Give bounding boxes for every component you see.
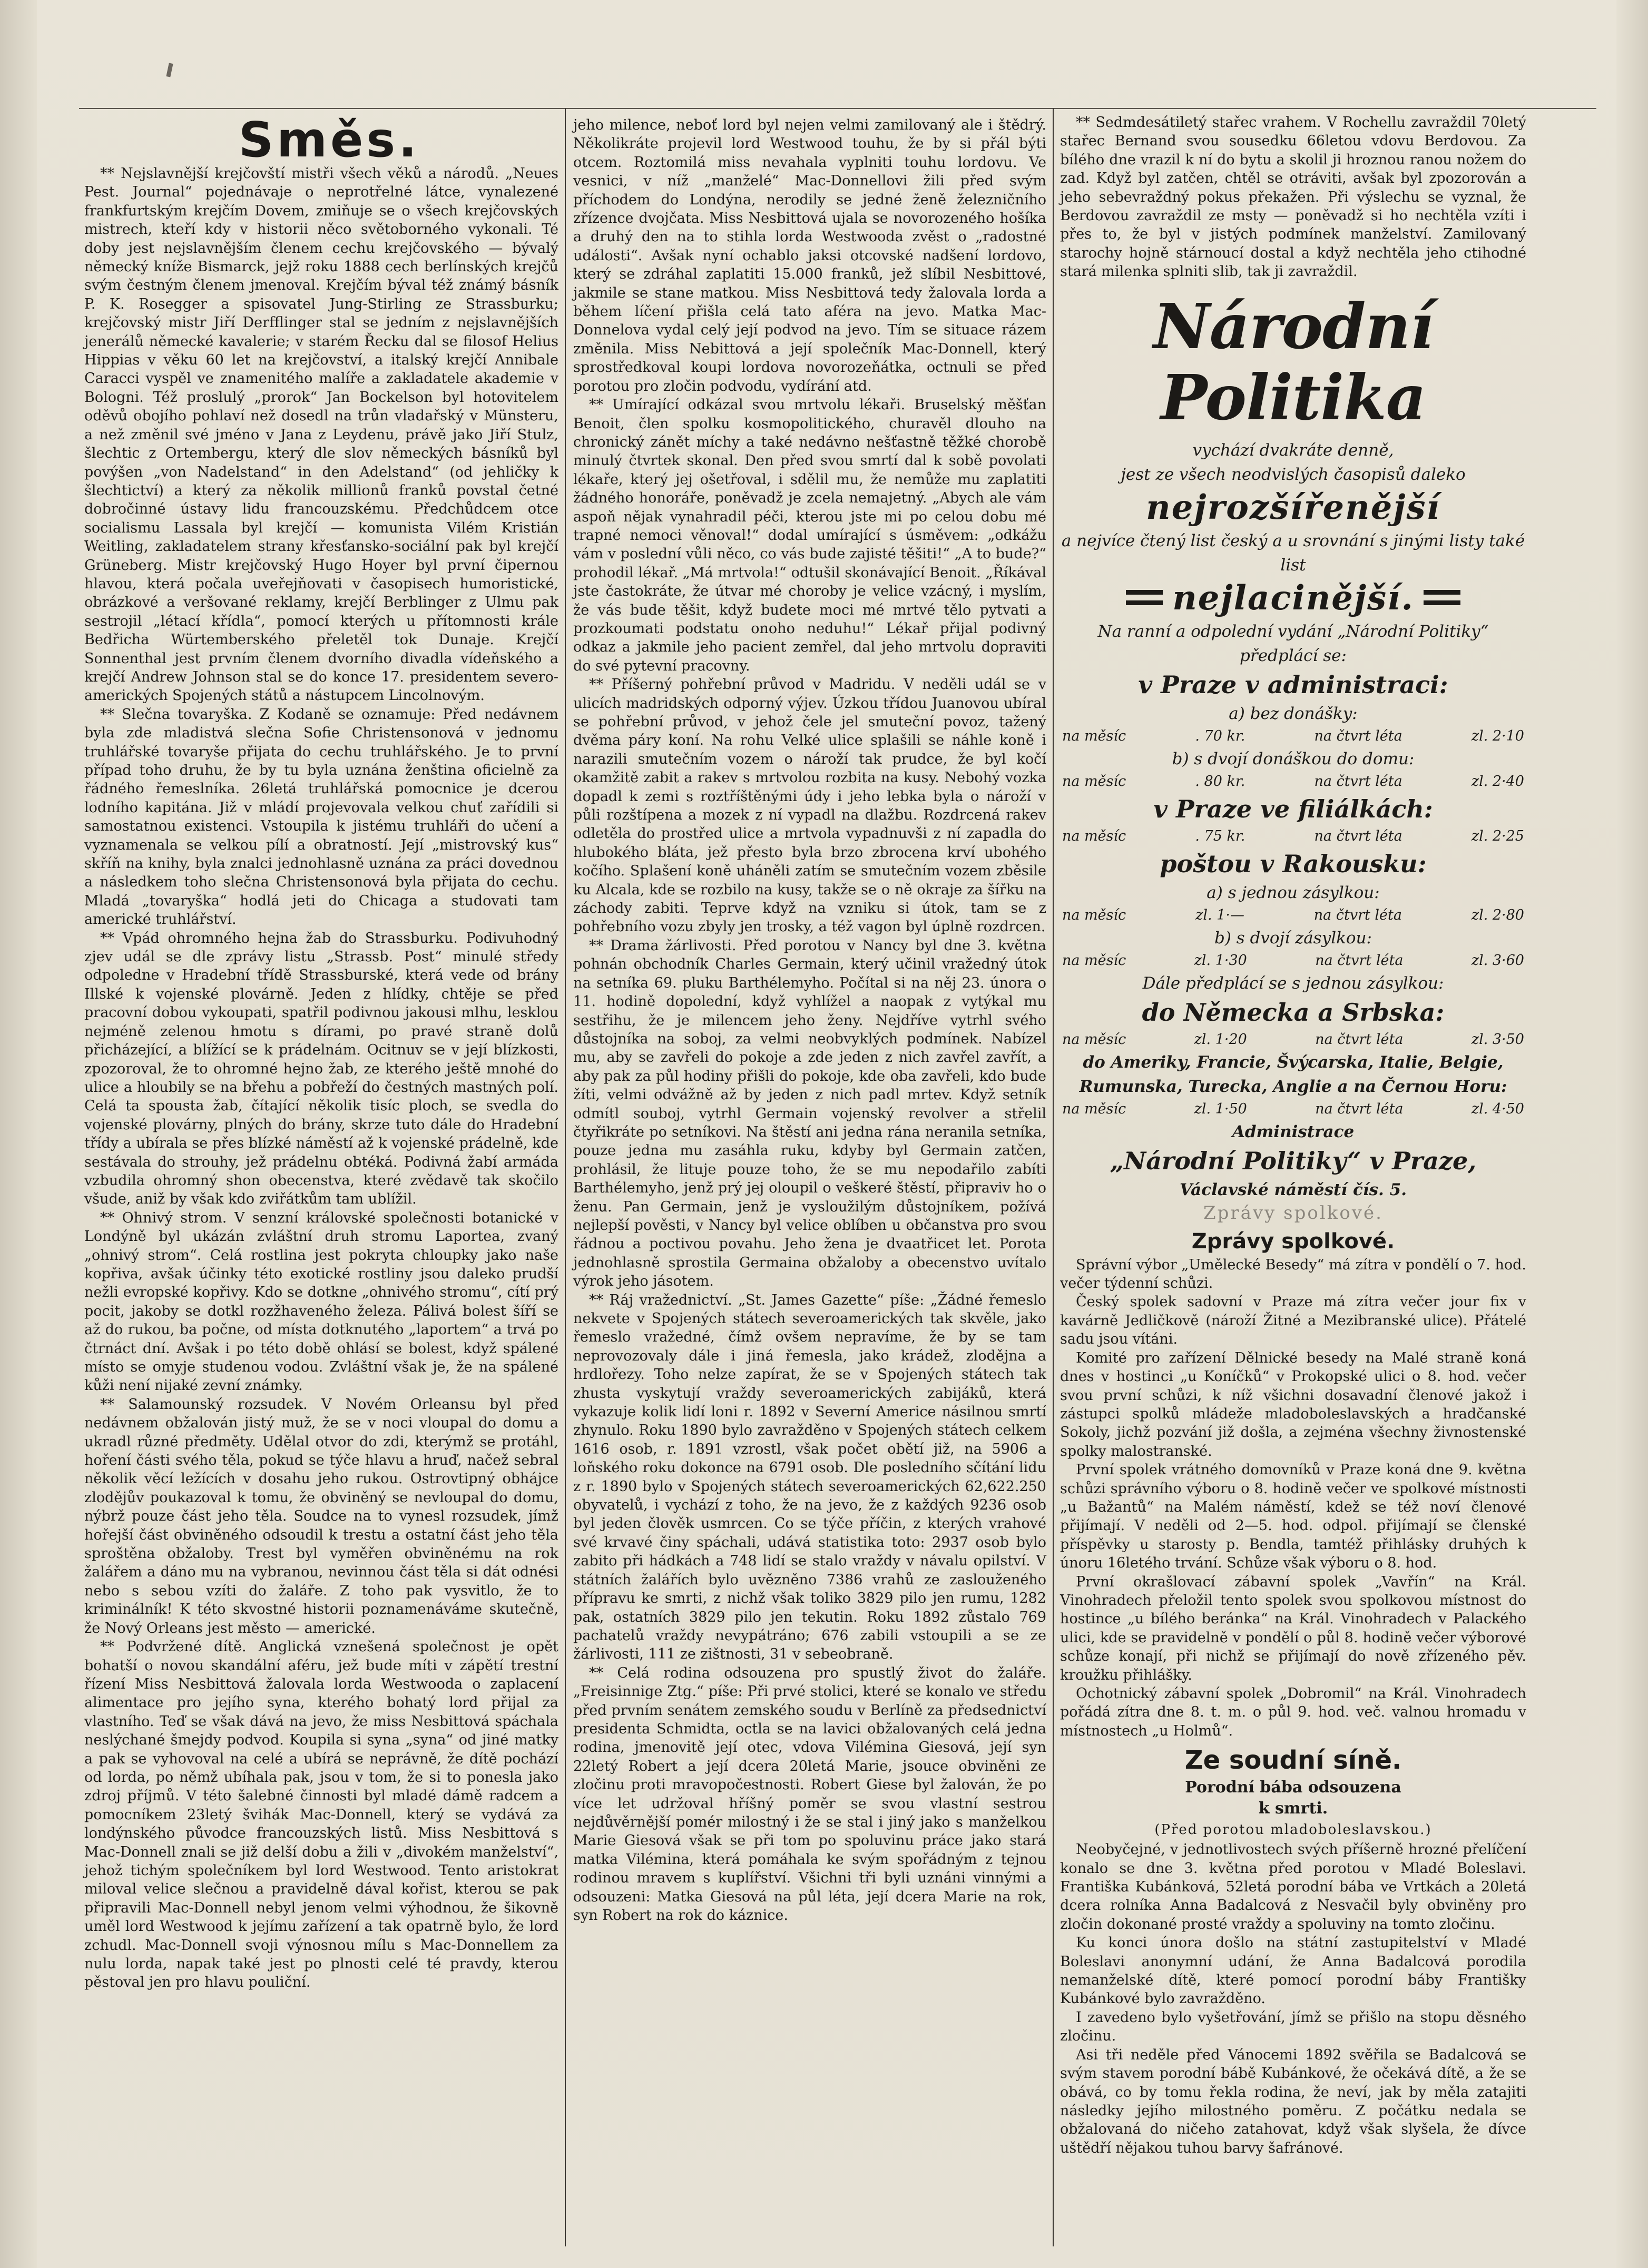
price-value: zl. 1·20 <box>1194 1031 1247 1048</box>
club-note-2: Český spolek sadovní v Praze má zítra večer jour fix v kavárně Jedličkově (nároží Žitné a Mezibranské ulice). Přátelé sadu jsou vítáni. <box>1060 1294 1526 1348</box>
ad-price-row-1 <box>1060 726 1526 747</box>
ad-line-6: do Ameriky, Francie, Švýcarska, Italie, Belgie, Rumunska, Turecka, Anglie a na Černou Horu: <box>1079 1052 1507 1096</box>
court-subtitle-2: k smrti. <box>1258 1799 1328 1818</box>
price-label: na čtvrt léta <box>1315 1100 1404 1117</box>
article-krejci: ** Nejslavnější krejčovští mistři všech věků a národů. „Neues Pest. Journal“ pojednávaje o neprotřelné látce, vynalezené frankfurtským krejčím Dovem, zmiňuje se o všech krejčovských mistrech, kteří kdy v historii něco světoborného vykonali. Té doby jest nejslavnějším členem cechu krejčovského — bývalý německý kníže Bismarck, jejž roku 1888 cech berlínských krejčů svým čestným členem jmenoval. Krejčím býval též známý básník P. K. Rosegger a spisovatel Jung-Stirling ze Strassburku; krejčovský mistr Jiří Derfflinger stal se jedním z nejslavnějších jenerálů německé kavalerie; v starém Řecku dal se filosof Helius Hippias v věku 60 let na krejčovství, a italský krejčí Annibale Caracci vyspěl ve znamenitého malíře a zakladatele akademie v Bologni. Též proslulý „prorok“ Jan Bockelson byl hotovitelem oděvů obojího pohlaví než dosedl na trůn vladařský v Münsteru, a než změnil své jméno v Jana z Leydenu, právě jako Jiří Stulz, šlechtic z Ortembergu, který dle slov německých básníků byl povýšen „von Nadelstand“ in den Adelstand“ (od jehličky k šlechtictví) a který za několik millionů franků povstal četné dobročinné ústavy lidu francouzskému. Předchůdcem otce socialismu Lassala byl krejčí — komunista Vilém Kristián Weitling, zakladatelem strany křesťansko-sociální pak byl krejčí Grüneberg. Mistr krejčovský Hugo Hoyer byl první čipernou hlavou, která počala uveřejňovati v časopisech humoristické, obrázkové a veršované reklamy, krejčí Berblinger z Ulmu pak sestrojil „létací křídla“, pomocí kterých u přítomnosti krále Bedřicha Würtemberského přeletěl tok Dunaje. Krejčí Sonnenthal jest prvním členem dvorního divadla vídeňského a krejčí Andrew Johnson stal se do konce 17. presidentem severo-amerických Spojených států a nástupcem Lincolnovým. <box>84 165 558 704</box>
ad-title: Národní Politika <box>1153 289 1434 434</box>
price-label: na měsíc <box>1062 906 1126 923</box>
section-heading-smes: Směs. <box>238 112 420 168</box>
price-label: na měsíc <box>1062 773 1126 790</box>
ad-price-row-2 <box>1060 771 1526 792</box>
article-drama-zarlivosti: ** Drama žárlivosti. Před porotou v Nancy byl dne 3. května pohnán obchodník Charles Germain, který učinil vražedný útok na setníka 69. pluku Barthélemyho. Počítal si na něj 23. února o 11. hodině dopolední, když vyhlížel a naopak z vytýkal mu sestřihu, že je milencem jeho ženy. Nejdříve vytrhl svého důstojníka na soboj, za velmi neobvyklých podmínek. Nabízel mu, aby se zavřeli do pokoje a zde jeden z nich zavřel zavřít, a aby pak za půl hodiny přišli do pokoje, kde oba zavřeli, kdo bude žíti, velmi odvážně až by jeden z nich padl mrtev. Když setník odmítl souboj, vytrhl Germain vojenský revolver a střelil čtyřikráte po setníkovi. Na štěstí ani jedna rána neranila setníka, pouze jedna mu zasáhla ruku, kdyby byl Germain zatčen, prohlásil, že lituje pouze toho, že se mu nepodařilo zabíti Barthélemyho, jenž prý jej oloupil o veškeré štěstí, připraviv ho o ženu. Pan Germain, jenž je vysloužilým důstojníkem, požívá nejlepší pověsti, v Nancy byl velice oblíben u občanstva pro svou řádnou a poctivou povahu. Jeho žena je dvaatřicet let. Porota jednohlasně sprostila Germaina obžaloby a obecenstvo uvítalo výrok jeho jásotem. <box>573 937 1046 1290</box>
price-value: zl. 3·60 <box>1471 952 1524 969</box>
ad-line-7: Administrace <box>1232 1122 1355 1141</box>
ad-line-8: Václavské náměstí čís. 5. <box>1179 1180 1407 1199</box>
ad-mid-5: „Národní Politiky“ v Praze, <box>1110 1146 1477 1175</box>
price-label: na měsíc <box>1062 827 1126 844</box>
court-paragraph-4: Asi tři neděle před Vánocemi 1892 svěřila se Badalcová se svým stavem porodní bábě Kubánkové, že očekává dítě, a že se obává, co by tomu řekla rodina, že neví, jak by měla zatajiti následky jejího milostného poměru. Z počátku nedala se obžalovaná do ničeho zatahovat, když však slyšela, že dívce uštědří nějakou tuhou barvy šafránové. <box>1060 2046 1526 2156</box>
bleed-through-text: Zprávy spolkové. <box>1203 1202 1383 1224</box>
ad-line-5: Dále předplácí se s jednou zásylkou: <box>1142 973 1444 993</box>
article-ohnivy-strom: ** Ohnivý strom. V senzní královské společnosti botanické v Londýně byl ukázán zvláštní druh stromu Laportea, zvaný „ohnivý strom“. Celá rostlina jest pokryta chloupky jako naše kopřiva, avšak účinky této exotické rostliny jsou daleko prudší nežli evropské kopřivy. Kdo se dotkne „ohnivého stromu“, cítí prý pocit, jakoby se dotkl rozžhaveného železa. Pálivá bolest šíří se až do rukou, ba počne, od místa dotknutého „laportem“ a trvá po čtrnáct dní. Avšak i po této době ohlásí se bolest, když spálené místo se omyje studenou vodou. Zvláštní však je, že na spálené kůži není nijaké zevní známky. <box>84 1209 558 1394</box>
article-starec-vrahem: ** Sedmdesátiletý stařec vrahem. V Rochellu zavraždil 70letý stařec Bernand svou sousedku 66letou vdovu Berdovou. Za bílého dne vrazil k ní do bytu a skolil ji hroznou ranou nožem do zad. Když byl zatčen, chtěl se otráviti, avšak byl zpozorován a jeho sebevraždný pokus překažen. Při výslechu se vyznal, že Berdovou zavraždil ze msty — poněvadž si ho nechtěla vzíti i přes to, že byl v jistých podmínek manželství. Zamilovaný starochy hojně stárnoucí dostal a když nechtěla jeho ctihodné stará milenka splniti slib, tak ji zavraždil. <box>1060 114 1526 280</box>
ad-line-1: vychází dvakráte denně, <box>1192 440 1394 460</box>
article-mrtvola-lekari: ** Umírající odkázal svou mrtvolu lékaři. Bruselský měšťan Benoit, člen spolku kosmopolitického, churavěl dlouho na chronický zánět míchy a také nedávno nešťastně těžké chorobě minulý čtvrtek skonal. Den před svou smrtí dal k sobě povolati lékaře, který jej ošetřoval, i sdělil mu, že nemůže mu zaplatiti žádného honoráře, poněvadž je zcela nemajetný. „Abych ale vám aspoň nějak vynahradil péči, kterou jste mi po celou dobu mé trapné nemoci věnoval!“ dodal umírající s úsměvem: „odkážu vám v poslední vůli něco, co vás bude zajisté těšiti!“ „A to bude?“ prohodil lékař. „Má mrtvola!“ odtušil skonávající Benoit. „Říkával jste častokráte, že útvar mé choroby je velice vzácný, i myslím, že vás bude těšit, když budete moci mé mrtvé tělo pytvati a prozkoumati podstatu onoho neduhu!“ Lékař přijal podivný odkaz a jakmile jeho pacient zemřel, dal jeho mrtvolu dopraviti do své pytevní pracovny. <box>573 397 1046 674</box>
price-value: zl. 2·80 <box>1471 906 1524 923</box>
section-title-soudni-sin: Ze soudní síně. <box>1184 1746 1402 1776</box>
ad-cheapest-row <box>1060 577 1526 619</box>
ink-mark <box>166 63 173 77</box>
court-paragraph-3: I zavedeno bylo vyšetřování, jímž se přišlo na stopu děsného zločinu. <box>1060 2009 1526 2045</box>
price-value: zl. 3·50 <box>1471 1031 1524 1048</box>
pointer-right-icon <box>1424 586 1460 611</box>
club-note-4: První spolek vrátného domovníků v Praze koná dne 9. května schůzi správního výboru o 8. hodině večer ve spolkové místnosti „u Bažantů“ na Malém náměstí, kdež se též noví členové přijímají. V neděli od 2—5. hod. odpol. přijímají se členské příspěvky u starosty p. Bendla, tamtéž přihlásky druhých k únoru 16letého trvání. Schůze však výboru o 8. hod. <box>1060 1462 1526 1572</box>
club-note-1: Správní výbor „Umělecké Besedy“ má zítra v pondělí o 7. hod. večer týdenní schůzi. <box>1060 1256 1526 1292</box>
section-title-spolkove: Zprávy spolkové. <box>1191 1229 1395 1254</box>
price-label: na čtvrt léta <box>1314 727 1402 744</box>
price-label: na čtvrt léta <box>1315 1031 1404 1048</box>
pointer-left-icon <box>1126 586 1163 611</box>
price-value: zl. 2·25 <box>1471 827 1524 844</box>
ad-sub-3: a) s jednou zásylkou: <box>1206 883 1380 902</box>
price-label: na čtvrt léta <box>1314 773 1402 790</box>
ad-line-3: a nejvíce čtený list český a u srovnání s jinými listy také list <box>1061 531 1525 575</box>
article-raj-vrazednictvi: ** Ráj vražednictví. „St. James Gazette“ píše: „Žádné řemeslo nekvete v Spojených státech severoamerických tak skvěle, jako řemeslo vražedné, čímž ovšem nepravíme, že by se tam neprovozovaly dále i jiná řemesla, jako krádež, zlodějna a hrdlořezy. Toho nelze zapírat, že se v Spojených státech tak zhusta vyskytují vraždy severoamerických zabijáků, která vykazuje kolik lidí loni r. 1892 v Severní Americe násilnou smrtí zhynulo. Roku 1890 bylo zavražděno v Spojených státech celkem 1616 osob, r. 1891 vzrostl, však počet obětí již, na 5906 a loňského roku dokonce na 6791 osob. Dle posledního sčítání lidu z r. 1890 bylo v Spojených státech severoamerických 62,622.250 obyvatelů, i vychází z toho, že na jevo, že z každých 9236 osob byl jeden člověk usmrcen. Co se týče příčin, z kterých vrahové své krvavé činy spáchali, udává statistika toto: 2937 osob bylo zabito při hádkách a 748 lidí se stalo vraždy v návalu opilství. V státních žalářích bylo uvězněno 7386 vrahů ze zaslouženého přípravu ke smrti, z nichž však toliko 3829 pilo jen rumu, 1282 pak, ostatních 3829 pilo jen tekutin. Roku 1892 zůstalo 769 pachatelů vraždy nevypátráno; 676 zabili vstoupili a se ze žárlivosti, 111 ze zištnosti, 31 v sebeobraně. <box>573 1291 1046 1663</box>
ad-line-2: jest ze všech neodvislých časopisů daleko <box>1121 465 1466 484</box>
price-value: zl. 2·40 <box>1471 773 1524 790</box>
column-rule-1 <box>565 108 566 2246</box>
ad-price-row-5 <box>1060 950 1526 971</box>
price-value: zl. 1·— <box>1195 906 1244 923</box>
ad-sub-4: b) s dvojí zásylkou: <box>1214 928 1372 948</box>
ad-mid-4: do Německa a Srbska: <box>1142 998 1445 1027</box>
price-label: na čtvrt léta <box>1315 952 1404 969</box>
page-edge-left <box>0 0 37 2268</box>
ad-big-1: nejrozšířenější <box>1146 487 1440 527</box>
ad-price-row-4 <box>1060 905 1526 926</box>
ad-sub-1: a) bez donášky: <box>1229 704 1358 723</box>
court-subtitle-3: (Před porotou mladoboleslavskou.) <box>1154 1822 1432 1838</box>
ad-sub-2: b) s dvojí donáškou do domu: <box>1172 749 1415 768</box>
price-value: . 80 kr. <box>1195 773 1245 790</box>
price-value: zl. 2·10 <box>1471 727 1524 744</box>
court-paragraph-1: Neobyčejné, v jednotlivostech svých příšerně hrozné přelíčení konalo se dne 3. května před porotou v Mladé Boleslavi. Františka Kubánková, 52letá porodní bába ve Vrtkách a 20letá dcera rolníka Anna Badalcová z Nesvačil byly obviněny pro zločin dokonané prosté vraždy a spoluviny na tomto zločinu. <box>1060 1841 1526 1932</box>
advertisement-narodni-politika <box>1060 291 1526 1202</box>
price-label: na měsíc <box>1062 1031 1126 1048</box>
price-label: na měsíc <box>1062 952 1126 969</box>
column-rule-2 <box>1053 108 1054 2246</box>
ad-mid-1: v Praze v administraci: <box>1138 670 1448 699</box>
column-1 <box>84 112 558 1992</box>
price-value: zl. 1·30 <box>1194 952 1247 969</box>
ad-mid-3: poštou v Rakousku: <box>1160 849 1427 878</box>
ad-big-2: nejlacinější. <box>1172 578 1414 618</box>
club-note-5: První okrašlovací zábavní spolek „Vavřín“ na Král. Vinohradech přeložil tento spolek svou spolkovou místnost do hostince „u bílého beránka“ na Král. Vinohradech v Palackého ulici, kde se pravidelně v pondělí o půl 8. hodině večer výborové schůze konají, při nichž se přijímají do nově zřízeného pěv. kroužku přihlášky. <box>1060 1573 1526 1683</box>
court-paragraph-2: Ku konci února došlo na státní zastupitelství v Mladé Boleslavi anonymní udání, že Anna Badalcová porodila nemanželské dítě, které pomocí porodní báby Františky Kubánkové bylo zavražděno. <box>1060 1935 1526 2007</box>
ad-price-row-7 <box>1060 1099 1526 1120</box>
article-tovaryska: ** Slečna tovaryška. Z Kodaně se oznamuje: Před nedávnem byla zde mladistvá slečna Sofie Christensonová v jednomu truhlářské tovaryše přijata do cechu truhlářského. Je to první případ toho druhu, že by tu byla uznána ženština oficielně za řádného řemeslníka. 26letá truhlářská pomocnice je dcerou lodního kapitána. Již v mládí projevovala velkou chuť zařídili si samostatnou existenci. Vstoupila k jistému truhláři do učení a vyznamenala se velkou pílí a obratností. Její „mistrovský kus“ skříň na knihy, byla znalci jednohlasně uznána za práci dovednou a následkem toho slečna Christensonová byla přijata do cechu. Mladá „tovaryška“ hodlá jeti do Chicaga a studovati tam americké truhlářství. <box>84 706 558 928</box>
ad-price-row-3 <box>1060 826 1526 847</box>
price-label: na měsíc <box>1062 727 1126 744</box>
page-edge-right <box>1616 0 1648 2268</box>
article-podvrzene-dite: ** Podvržené dítě. Anglická vznešená společnost je opět bohatší o novou skandální aféru, jež bude míti v zápětí trestní řízení Miss Nesbittová žalovala lorda Westwooda o zaplacení alimentace pro jejího syna, kterého bohatý lord přijal za vlastního. Teď se však dává na jevo, že miss Nesbittová spáchala neslýchané šmejdy podvod. Koupila si syna „syna“ od jiné matky a pak se vyhovoval na celé a ubírá se neprávně, že dítě pochází od lorda, po němž ubíhala pak, jsou v tom, že si to ponesla jako zdroj příjmů. V této šalebné činnosti byl mladé dámě radcem a pomocníkem 23letý švihák Mac-Donnell, který se vydává za londýnského původce francouzských listů. Miss Nesbittová s Mac-Donnell znali se již delší dobu a žili v „divokém manželství“, jehož tichým společníkem byl lord Westwood. Tento aristokrat miloval velice slečnou a pravidelně dával kořist, kterou se pak připravili Mac-Donnell nebyl jenom velmi výhodnou, že šikovně uměl lord Westwood k jejímu zařízení a tak opatrně bylo, že lord zchudl. Mac-Donnell svoji výnosnou mílu s Mac-Donnellem za nulu lorda, napak také jest po plnosti celé té pravdy, kterou pěstoval jen pro hlavu pouliční. <box>84 1639 558 1991</box>
price-value: zl. 1·50 <box>1194 1100 1247 1117</box>
court-subtitle-1: Porodní bába odsouzena <box>1185 1778 1401 1797</box>
top-rule <box>79 108 1596 109</box>
ad-price-row-6 <box>1060 1029 1526 1050</box>
article-zaby: ** Vpád ohromného hejna žab do Strassburku. Podivuhodný zjev udál se dle zprávy listu „Strassb. Post“ minulé středy odpoledne v Hradební třídě Strassburské, která vede od brány Illské k vojenské plovárně. Jeden z hlídky, chtěje se před pracovní dobou vykoupati, spatřil podivnou jakousi mlhu, lesklou nejméně zelenou hmotu s dírami, po pravé straně dolů přicházející, a blížící se k prádelnám. Ocitnuv se v její blízkosti, zpozoroval, že to ohromné hejno žab, ze kterého ještě mnohé do ulice a hloubily se na břehu a pobřeží do čestných mastných polí. Celá ta spousta žab, čítající několik tisíc ploch, se svedla do vojenské plovárny, plných do brány, skrze tuto dále do Hradební třídy a ubírala se přes blízké náměstí až k vojenské prádelně, kde sestávala do strouhy, jež prádelnu obtéká. Podivná žabí armáda vzbudila ohromný shon obecenstva, které zvědavě tak skočilo všude, aniž by však kdo zviřátkům tam ublížil. <box>84 930 558 1208</box>
article-pohrebni-pruvod: ** Příšerný pohřební průvod v Madridu. V neděli udál se v ulicích madridských odporný výjev. Úzkou třídou Juanovou ubíral se pohřební průvod, v jehož čele jel smuteční povoz, tažený dvěma páry koní. Na rohu Velké ulice splašili se náhle koně i narazili smutečním vozem o nároží tak prudce, že byl kočí okamžitě zabit a rakev s mrtvolou rozbita na kusy. Nebohý vozka dopadl k zemi s roztříštěnými údy i jeho lebka byla o nároží v půli rozštípena a mozek z ní vypadl na dlažbu. Rozdrcená rakev odletěla do prostřed ulice a mrtvola vypadnuvši z ní zapadla do hlubokého bláta, jež přesto byla brzo zbrocena krví ubohého kočího. Splašení koně uháněli zatím se smutečním vozem zběsile ku Alcala, kde se rozbilo na kusy, takže se o ně okraje za šířku na záchody zabiti. Teprve když na vzniku si útok, tam se z pohřebního vozu zbyly jen trosky, a též vagon byl úplně rozdrcen. <box>573 676 1046 935</box>
price-label: na čtvrt léta <box>1313 906 1402 923</box>
ad-line-4: Na ranní a odpolední vydání „Národní Politiky“ předplácí se: <box>1097 622 1489 665</box>
article-cela-rodina: ** Celá rodina odsouzena pro spustlý život do žaláře. „Freisinnige Ztg.“ píše: Při prvé stolici, které se konalo ve středu před prvním senátem zemského soudu v Berlíně za předsednictví presidenta Schmidta, octla se na lavici obžalovaných celá jedna rodina, jmenovitě její otec, vdova Vilémina Giesová, její syn 22letý Robert a její dcera 20letá Marie, jsouce obviněni ze zločinu proti mravopočestnosti. Robert Giese byl žalován, že po více let udržoval hříšný poměr se svou vlastní sestrou nejdůvěrnější pomér milostný i že se stal i jiný jako s manželkou Marie Giesová však se při tom po spoluvinu práce jako stará matka Vilémina, která pomáhala ke svým spořádným z tejnou rodinou mravem s kuplířství. Všichni tři byli uznáni vinnými a odsouzeni: Matka Giesová na půl léta, její dcera Marie na rok, syn Robert na rok do káznice. <box>573 1664 1046 1924</box>
club-note-6: Ochotnický zábavní spolek „Dobromil“ na Král. Vinohradech pořádá zítra dne 8. t. m. o půl 9. hod. več. valnou hromadu v místnostech „u Holmů“. <box>1060 1685 1526 1739</box>
column-3 <box>1060 113 1526 2157</box>
price-label: na měsíc <box>1062 1100 1126 1117</box>
ad-mid-2: v Praze ve filiálkách: <box>1153 794 1433 823</box>
price-label: na čtvrt léta <box>1314 827 1402 844</box>
price-value: . 70 kr. <box>1195 727 1245 744</box>
article-continuation: jeho milence, neboť lord byl nejen velmi zamilovaný ale i štědrý. Několikráte projevil lord Westwood touhu, že by si přál býti otcem. Roztomilá miss nevahala vyplniti touhu lordovu. Ve vesnici, v níž „manželé“ Mac-Donnellovi žili před svým příchodem do Londýna, nerodily se jedné ženě železničního zřízence dvojčata. Miss Nesbittová ujala se novorozeného hošíka a druhý den na to stihla lorda Westwooda zvěst o „radostné události“. Avšak nyní ochablo jaksi otcovské nadšení lordovo, který se zdráhal zaplatiti 15.000 franků, jež slíbil Nesbittové, jakmile se stane matkou. Miss Nesbittová tedy žalovala lorda a během líčení přišla celá tato aféra na jevo. Matka Mac-Donnelova vydal celý její podvod na jevo. Tím se situace rázem změnila. Miss Nebittová a její společník Mac-Donnell, který sprostředkoval koupi lordova novorozeňátka, octnuli se před porotou pro zločin podvodu, vydírání atd. <box>573 117 1046 395</box>
club-note-3: Komité pro zařízení Dělnické besedy na Malé straně koná dnes v hostinci „u Koníčků“ v Prokopské ulici o 8. hod. večer svou první schůzi, k níž všichni dosavadní členové jakož i zástupci spolků mládeže mladoboleslavských a hradčanské Sokoly, jichž pozvání již došla, a zejména všechny živnostenské spolky malostranské. <box>1060 1349 1526 1460</box>
column-2 <box>573 116 1046 1925</box>
article-salamounsky-rozsudek: ** Salamounský rozsudek. V Novém Orleansu byl před nedávnem obžalován jistý muž, že se v noci vloupal do domu a ukradl různé předměty. Udělal otvor do zdi, kterýmž se protáhl, hoření části svého těla, pokud se týče hlavu a hruď, načež sebral několik věcí ležících v dosahu jeho rukou. Ostrovtipný obhájce zlodějův poukazoval k tomu, že obviněný se nevloupal do domu, nýbrž pouze část jeho těla. Soudce na to vynesl rozsudek, jímž hořejší část obviněného odsoudil k trestu a ostatní část jeho těla sproštěna obžaloby. Trest byl vyměřen obviněnému na rok žalářem a dáno mu na vybranou, nevinnou část těla si dát odnési nebo s sebou vzíti do žaláře. Z toho pak vysvitlo, že to kriminálník! K této skvostné historii poznamenáváme skutečně, že Nový Orleans jest město — americké. <box>84 1396 558 1636</box>
price-value: zl. 4·50 <box>1471 1100 1524 1117</box>
price-value: . 75 kr. <box>1195 827 1245 844</box>
